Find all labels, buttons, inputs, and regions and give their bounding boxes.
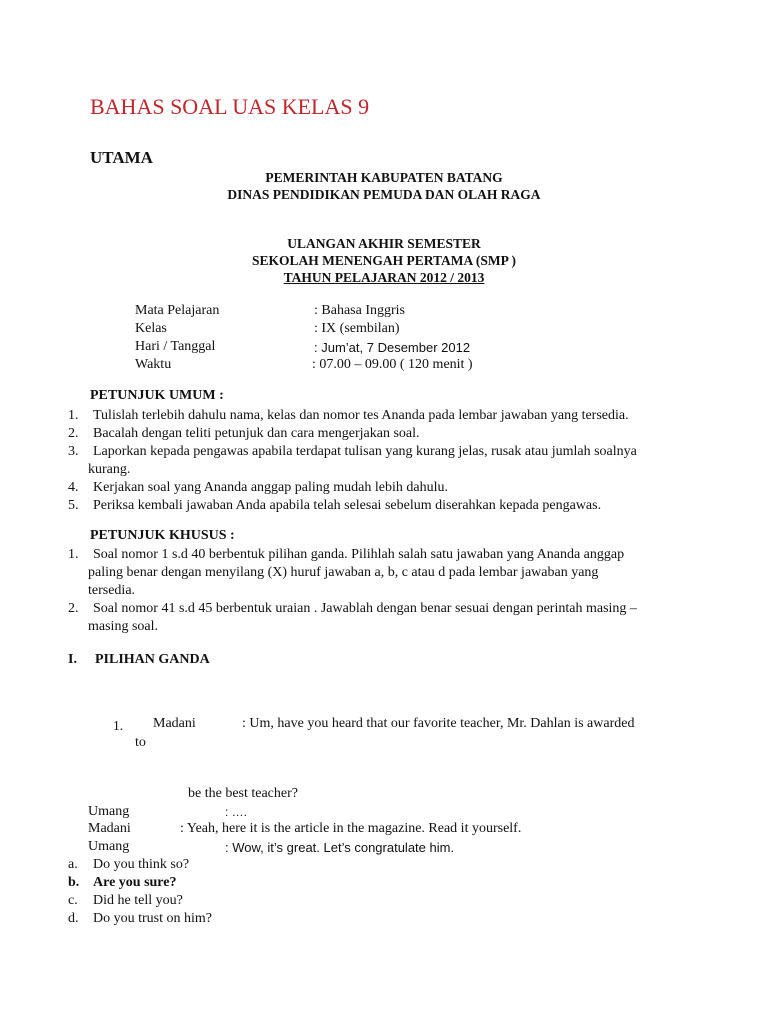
- specific-item-line: paling benar dengan menyilang (X) huruf jawaban a, b, c atau d pada lembar jawaban yang: [88, 565, 599, 580]
- header-line-3: ULANGAN AKHIR SEMESTER: [287, 236, 481, 251]
- section-title: PILIHAN GANDA: [95, 652, 210, 667]
- general-item-text-continued: kurang.: [88, 462, 131, 477]
- question-number: 1.: [113, 718, 124, 733]
- specific-instructions-title: PETUNJUK KHUSUS :: [90, 528, 235, 543]
- info-value-date: : Jum’at, 7 Desember 2012: [314, 340, 471, 355]
- info-label-subject: Mata Pelajaran: [135, 303, 220, 318]
- general-item-text: Tulislah terlebih dahulu nama, kelas dan nomor tes Ananda pada lembar jawaban yang tersedia.: [93, 408, 629, 423]
- option-text-answer: Are you sure?: [93, 875, 177, 890]
- general-item-number: 4.: [68, 480, 79, 495]
- specific-item-number: 2.: [68, 601, 79, 616]
- dialog-speaker: Umang: [88, 839, 130, 854]
- option-letter-answer: b.: [68, 875, 80, 890]
- general-item-text: Periksa kembali jawaban Anda apabila telah selesai sebelum diserahkan kepada pengawas.: [93, 498, 602, 513]
- general-item-number: 2.: [68, 426, 79, 441]
- dialog-text: : ….: [225, 805, 248, 819]
- specific-item-number: 1.: [68, 547, 79, 562]
- dialog-text: : Yeah, here it is the article in the magazine. Read it yourself.: [180, 821, 522, 836]
- general-item-number: 1.: [68, 408, 79, 423]
- info-value-time: : 07.00 – 09.00 ( 120 menit ): [312, 357, 473, 372]
- general-item-number: 5.: [68, 498, 79, 513]
- section-number: I.: [68, 652, 77, 667]
- option-letter: d.: [68, 911, 79, 926]
- option-letter: a.: [68, 857, 78, 872]
- general-item-text: Laporkan kepada pengawas apabila terdapat tulisan yang kurang jelas, rusak atau jumlah soalnya: [93, 444, 637, 459]
- specific-item-line: Soal nomor 41 s.d 45 berbentuk uraian . Jawablah dengan benar sesuai dengan perintah masing –: [93, 601, 637, 616]
- general-item-number: 3.: [68, 444, 79, 459]
- general-item-text: Kerjakan soal yang Ananda anggap paling mudah lebih dahulu.: [93, 480, 448, 495]
- general-item-text: Bacalah dengan teliti petunjuk dan cara mengerjakan soal.: [93, 426, 420, 441]
- specific-item-line: tersedia.: [88, 583, 136, 598]
- question-line: : Um, have you heard that our favorite teacher, Mr. Dahlan is awarded: [242, 716, 635, 731]
- info-label-class: Kelas: [135, 321, 167, 336]
- info-label-time: Waktu: [135, 357, 172, 372]
- question-line-2: be the best teacher?: [188, 786, 298, 801]
- document-title: BAHAS SOAL UAS KELAS 9: [90, 94, 370, 119]
- general-instructions-title: PETUNJUK UMUM :: [90, 388, 224, 403]
- question-speaker: Madani: [153, 716, 196, 731]
- header-line-2: DINAS PENDIDIKAN PEMUDA DAN OLAH RAGA: [227, 187, 541, 202]
- document-subtitle: UTAMA: [90, 148, 153, 167]
- header-line-1: PEMERINTAH KABUPATEN BATANG: [265, 170, 503, 185]
- dialog-speaker: Madani: [88, 821, 131, 836]
- option-text: Do you trust on him?: [93, 911, 212, 926]
- option-letter: c.: [68, 893, 78, 908]
- specific-item-line: masing soal.: [88, 619, 158, 634]
- header-line-4: SEKOLAH MENENGAH PERTAMA (SMP ): [251, 253, 517, 268]
- option-text: Did he tell you?: [93, 893, 183, 908]
- question-line-continued: to: [135, 735, 146, 750]
- dialog-text: : Wow, it’s great. Let’s congratulate him.: [225, 840, 455, 855]
- option-text: Do you think so?: [93, 857, 190, 872]
- info-value-class: : IX (sembilan): [314, 321, 400, 336]
- specific-item-line: Soal nomor 1 s.d 40 berbentuk pilihan ganda. Pilihlah salah satu jawaban yang Ananda anggap: [93, 547, 625, 562]
- header-line-5: TAHUN PELAJARAN 2012 / 2013: [283, 270, 485, 285]
- dialog-speaker: Umang: [88, 804, 130, 819]
- info-label-date: Hari / Tanggal: [135, 339, 216, 354]
- info-value-subject: : Bahasa Inggris: [314, 303, 405, 318]
